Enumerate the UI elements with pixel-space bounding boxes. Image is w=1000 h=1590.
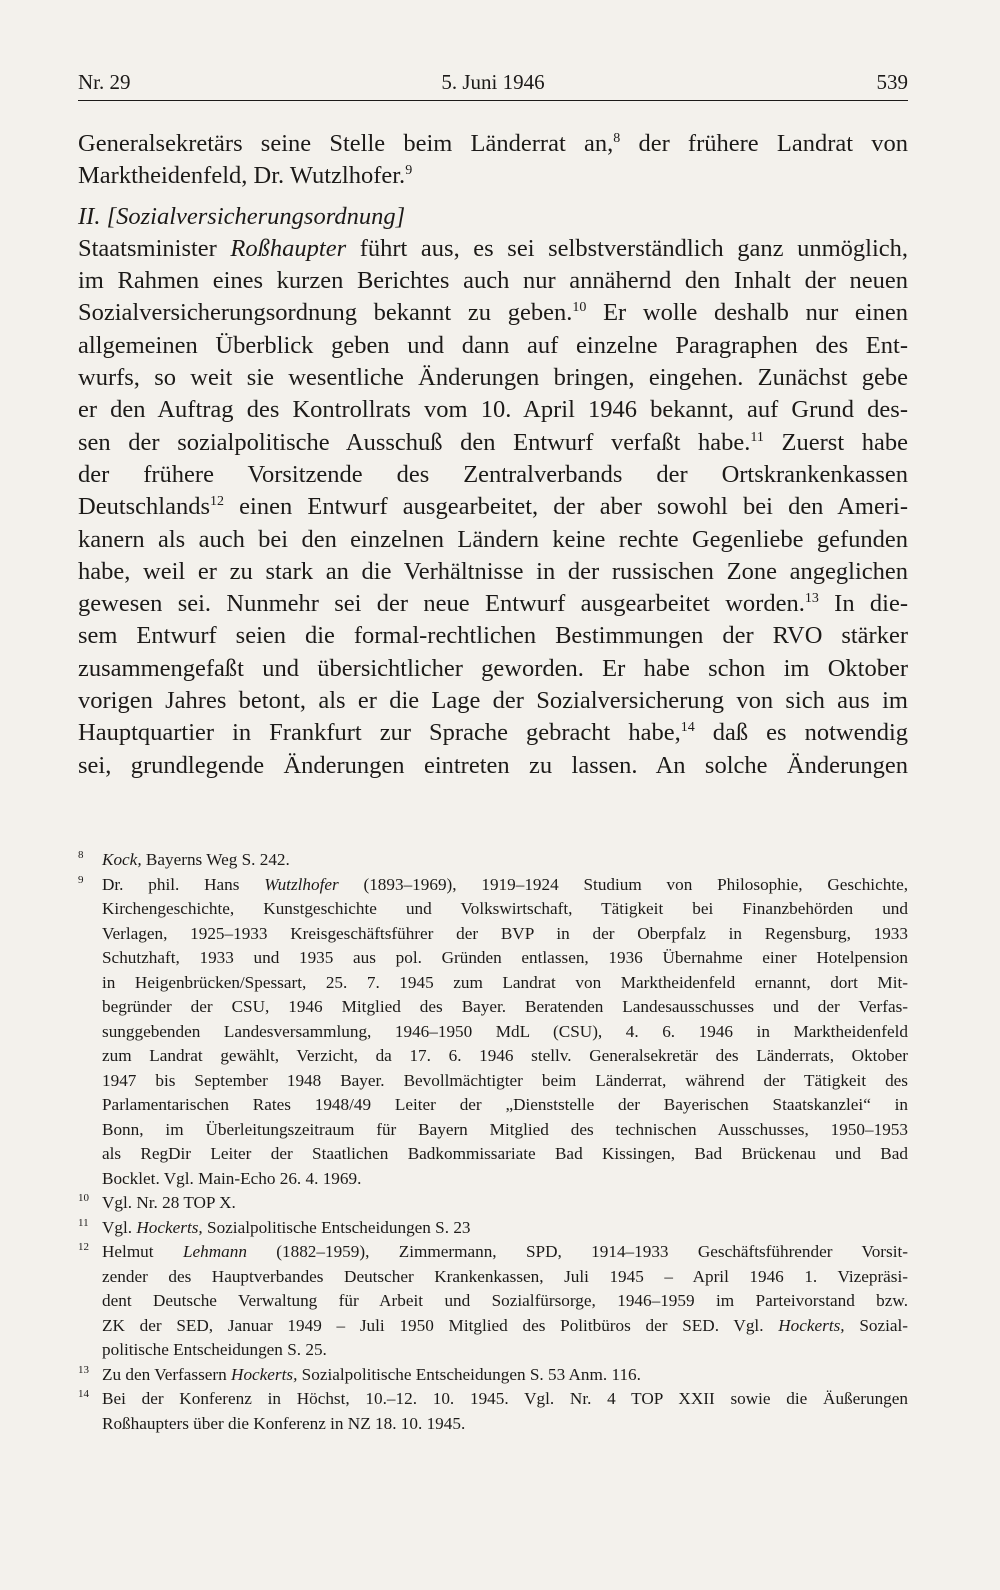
text-line: Hauptquartier in Frankfurt zur Sprache gebracht habe,$^{14}$ daß es notwendig — [78, 719, 908, 747]
main-text — [78, 128, 908, 782]
running-header — [78, 64, 908, 101]
section-heading: II. [Sozialversicherungsordnung] — [78, 202, 406, 230]
footnote-8: 8 Kock, Bayerns Weg S. 242. — [78, 848, 908, 873]
footnote-ref: 10 — [572, 300, 587, 316]
text-line: er den Auftrag des Kontrollrats vom 10. April 1946 bekannt, auf Grund des- — [78, 396, 908, 424]
footnote-ref: 9 — [405, 163, 413, 179]
footnote-9: 9 Dr. phil. Hans Wutzlhofer (1893–1969), 1919–1924 Studium von Philosophie, Geschichte, Kirchengeschichte, Kunstgeschichte und Volkswirtschaft, Tätigkeit bei Finanzbehörden und Verlagen, 1925–1933 Kreisgeschäftsführer der BVP in der Oberpfalz in Regensburg, 1933 Schutzhaft, 1933 und 1935 aus pol. Gründen entlassen, 1936 Übernahme einer Hotelpension in Heigenbrücken/Spessart, 25. 7. 1945 zum Landrat von Marktheidenfeld ernannt, dort Mit- begründer der CSU, 1946 Mitglied des Bayer. Beratenden Landesausschusses und der Verfas- sunggebenden Landesversammlung, 1946–1950 MdL (CSU), 4. 6. 1946 in Marktheidenfeld zum Landrat gewählt, Verzicht, da 17. 6. 1946 stellv. Generalsekretär des Länderrats, Oktober 1947 bis September 1948 Bayer. Bevollmächtigter beim Länderrat, während der Tätigkeit des Parlamentarischen Rates 1948/49 Leiter der „Dienststelle der Bayerischen Staatskanzlei“ in Bonn, im Überleitungszeitraum für Bayern Mitglied des technischen Ausschusses, 1950–1953 als RegDir Leiter der Staatlichen Badkommissariate Bad Kissingen, Bad Brückenau und Bad Bocklet. Vgl. Main-Echo 26. 4. 1969. — [78, 873, 908, 1192]
text-line: kanern als auch bei den einzelnen Ländern keine rechte Gegenliebe gefunden — [78, 525, 908, 553]
text-line: sem Entwurf seien die formal-rechtlichen Bestimmungen der RVO stärker — [78, 622, 908, 650]
footnote-14: 14 Bei der Konferenz in Höchst, 10.–12. 10. 1945. Vgl. Nr. 4 TOP XXII sowie die Äußerungen Roßhaupters über die Konferenz in NZ 18. 10. 1945. — [78, 1387, 908, 1436]
page-number: 539 — [876, 70, 908, 94]
footnote-number: 12 — [78, 1241, 89, 1253]
text-line: Deutschlands$^{12}$ einen Entwurf ausgearbeitet, der aber sowohl bei den Ameri- — [78, 493, 908, 521]
footnote-ref: 11 — [750, 429, 764, 445]
footnote-ref: 12 — [210, 494, 224, 510]
text-line: wurfs, so weit sie wesentliche Änderungen bringen, eingehen. Zunächst gebe — [78, 364, 908, 392]
text-line: allgemeinen Überblick geben und dann auf einzelne Paragraphen des Ent- — [78, 331, 908, 359]
text-line: Marktheidenfeld, Dr. Wutzlhofer.$^9$ — [78, 162, 413, 190]
footnote-number: 8 — [78, 849, 84, 861]
text-line: zusammengefaßt und übersichtlicher geworden. Er habe schon im Oktober — [78, 654, 908, 682]
text-line: der frühere Vorsitzende des Zentralverbands der Ortskrankenkassen — [78, 460, 908, 488]
header-date: 5. Juni 1946 — [441, 70, 545, 94]
person-name: Roßhaupter — [230, 234, 347, 262]
text-line: im Rahmen eines kurzen Berichtes auch nur annähernd den Inhalt der neuen — [78, 267, 908, 295]
footnote-number: 13 — [78, 1363, 89, 1376]
footnote-number: 10 — [78, 1192, 89, 1204]
footnote-number: 14 — [78, 1388, 89, 1400]
text-line: sei, grundlegende Änderungen eintreten zu lassen. An solche Änderungen — [78, 751, 908, 779]
text-line: gewesen sei. Nunmehr sei der neue Entwurf ausgearbeitet worden.$^{13}$ In die- — [78, 590, 909, 618]
footnote-10: 10 Vgl. Nr. 28 TOP X. — [78, 1191, 908, 1216]
text-line: Generalsekretärs seine Stelle beim Länderrat an,$^8$ der frühere Landrat von — [78, 130, 909, 157]
text-line: sen der sozialpolitische Ausschuß den Entwurf verfaßt habe.$^{11}$ Zuerst habe — [78, 428, 908, 456]
footnote-ref: 8 — [613, 131, 621, 146]
text-line: Staatsminister Roßhaupter führt aus, es sei selbstverständlich ganz unmöglich, — [78, 234, 908, 262]
footnote-12: 12 Helmut Lehmann (1882–1959), Zimmermann, SPD, 1914–1933 Geschäftsführender Vorsit- zender des Hauptverbandes Deutscher Krankenkassen, Juli 1945 – April 1946 1. Vizepräsi- dent Deutsche Verwaltung für Arbeit und Sozialfürsorge, 1946–1959 im Parteivorstand bzw. ZK der SED, Januar 1949 – Juli 1950 Mitglied des Politbüros der SED. Vgl. Hockerts, Sozial- politische Entscheidungen S. 25. — [78, 1240, 908, 1363]
document-number: Nr. 29 — [78, 70, 131, 94]
footnote-ref: 14 — [680, 720, 695, 736]
footnotes — [78, 848, 908, 1436]
footnote-number: 9 — [78, 873, 84, 886]
text-line: habe, weil er zu stark an die Verhältnisse in der russischen Zone angeglichen — [78, 557, 908, 585]
footnote-11: 11 Vgl. Hockerts, Sozialpolitische Entscheidungen S. 23 — [78, 1216, 908, 1241]
footnote-number: 11 — [78, 1216, 89, 1229]
text-line: Sozialversicherungsordnung bekannt zu geben.$^{10}$ Er wolle deshalb nur einen — [78, 299, 908, 327]
footnote-13: 13 Zu den Verfassern Hockerts, Sozialpolitische Entscheidungen S. 53 Anm. 116. — [78, 1363, 908, 1388]
footnote-ref: 13 — [804, 591, 819, 607]
text-line: vorigen Jahres betont, als er die Lage der Sozialversicherung von sich aus im — [78, 687, 908, 715]
